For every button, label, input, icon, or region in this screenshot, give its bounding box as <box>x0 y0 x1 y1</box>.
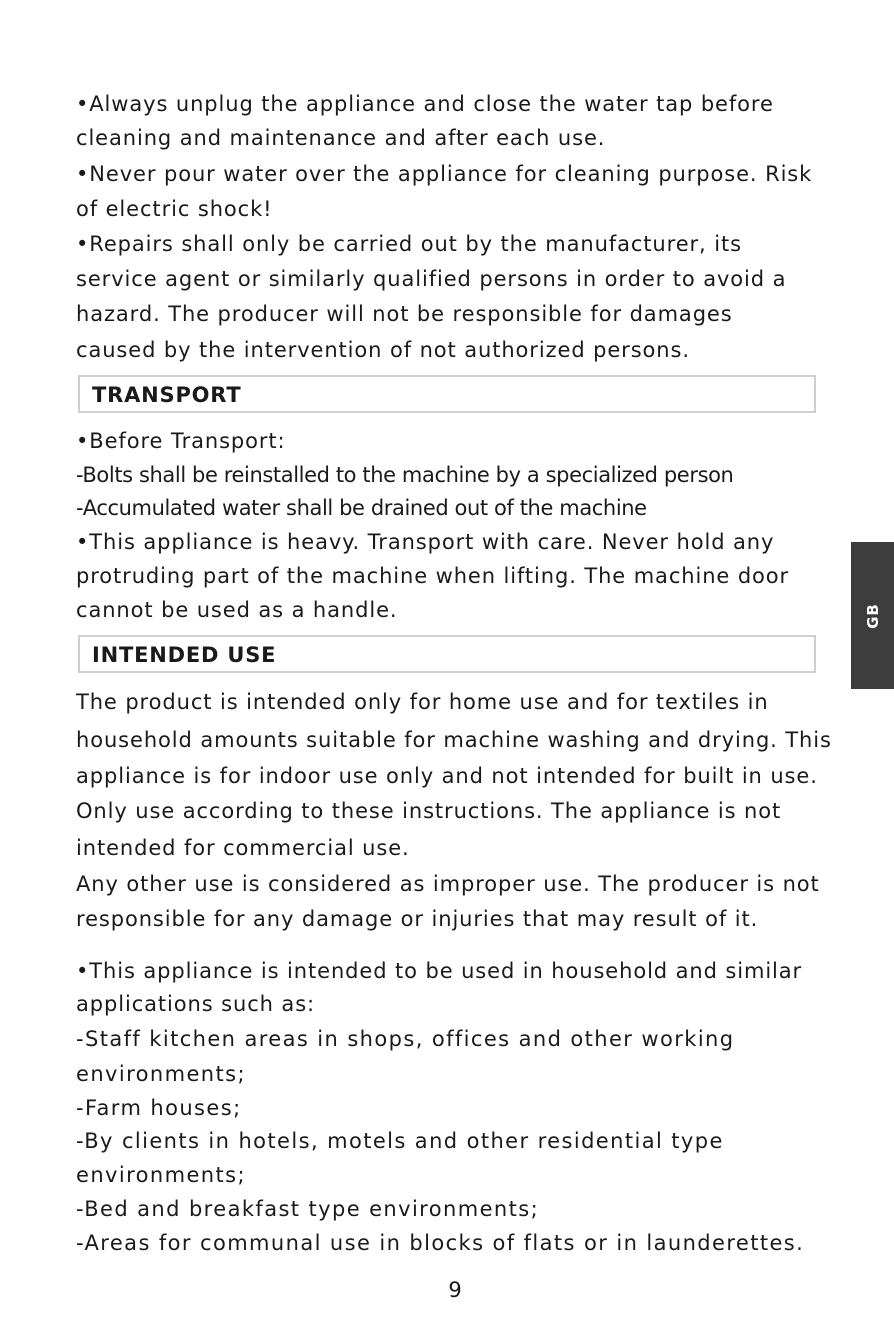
text-line: •Before Transport: <box>76 429 286 453</box>
text-line: of electric shock! <box>76 197 273 221</box>
list-item: •This appliance is intended to be used in household and similar <box>76 959 803 983</box>
text-line: cleaning and maintenance and after each use. <box>76 126 606 150</box>
text-line: appliance is for indoor use only and not intended for built in use. <box>76 764 818 788</box>
text-line: -Accumulated water shall be drained out of the machine <box>76 496 647 520</box>
text-line: intended for commercial use. <box>76 836 410 860</box>
text-line: responsible for any damage or injuries that may result of it. <box>76 907 759 931</box>
list-item: -Staff kitchen areas in shops, offices and other working <box>76 1027 735 1051</box>
text-line: protruding part of the machine when lifting. The machine door <box>76 564 790 588</box>
text-line: service agent or similarly qualified persons in order to avoid a <box>76 267 787 291</box>
text-line: hazard. The producer will not be responsible for damages <box>76 302 733 326</box>
page-number: 9 <box>448 1278 462 1302</box>
text-line: The product is intended only for home use and for textiles in <box>76 690 769 714</box>
list-item: environments; <box>76 1163 246 1187</box>
text-line: Only use according to these instructions. The appliance is not <box>76 799 782 823</box>
text-line: cannot be used as a handle. <box>76 598 398 622</box>
intended-use-heading-box <box>78 635 816 673</box>
intended-use-heading: INTENDED USE <box>92 643 277 667</box>
list-item: -By clients in hotels, motels and other residential type <box>76 1129 724 1153</box>
language-tab <box>851 542 894 689</box>
list-item: -Farm houses; <box>76 1096 242 1120</box>
list-item: applications such as: <box>76 992 316 1016</box>
text-line: •Repairs shall only be carried out by the manufacturer, its <box>76 232 742 256</box>
transport-heading: TRANSPORT <box>92 383 242 407</box>
list-item: environments; <box>76 1062 246 1086</box>
text-line: •This appliance is heavy. Transport with care. Never hold any <box>76 530 775 554</box>
language-tab-label: GB <box>863 602 882 629</box>
text-line: Any other use is considered as improper use. The producer is not <box>76 872 820 896</box>
text-line: caused by the intervention of not authorized persons. <box>76 338 690 362</box>
text-line: •Always unplug the appliance and close the water tap before <box>76 92 774 116</box>
text-line: household amounts suitable for machine washing and drying. This <box>76 728 832 752</box>
transport-heading-box <box>78 375 816 413</box>
text-line: -Bolts shall be reinstalled to the machine by a specialized person <box>76 463 734 487</box>
list-item: -Bed and breakfast type environments; <box>76 1197 540 1221</box>
list-item: -Areas for communal use in blocks of flats or in launderettes. <box>76 1231 805 1255</box>
text-line: •Never pour water over the appliance for cleaning purpose. Risk <box>76 162 813 186</box>
